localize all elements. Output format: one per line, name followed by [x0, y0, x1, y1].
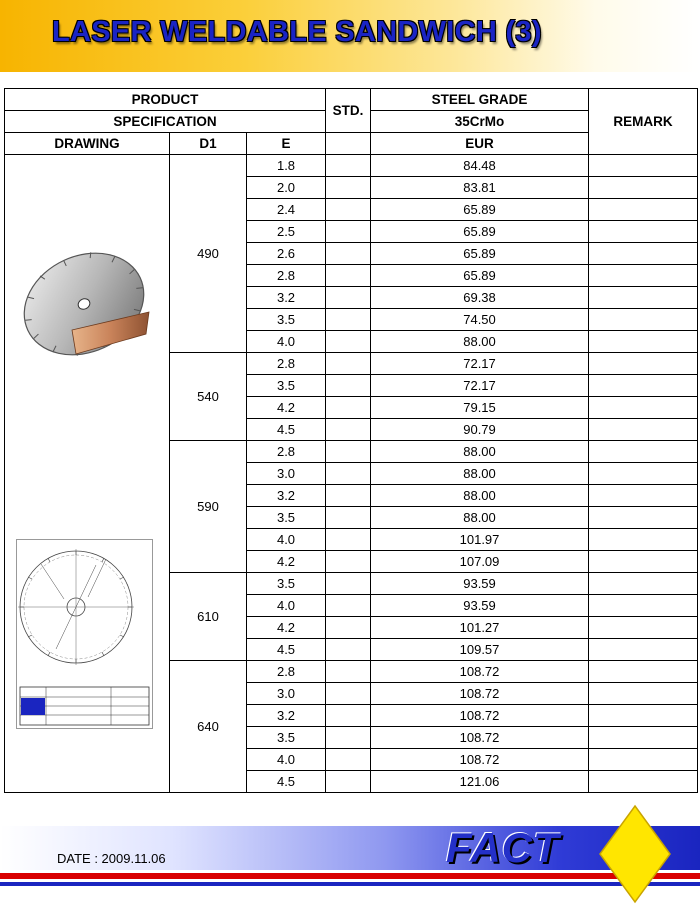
e-cell: 2.8 [247, 441, 326, 463]
std-cell [326, 375, 371, 397]
price-cell: 108.72 [371, 683, 589, 705]
remark-cell [589, 551, 698, 573]
header-remark: REMARK [589, 89, 698, 155]
e-cell: 3.5 [247, 375, 326, 397]
remark-cell [589, 683, 698, 705]
std-cell [326, 595, 371, 617]
std-cell [326, 419, 371, 441]
header-d1: D1 [170, 133, 247, 155]
e-cell: 4.5 [247, 639, 326, 661]
e-cell: 2.8 [247, 661, 326, 683]
std-cell [326, 573, 371, 595]
price-cell: 108.72 [371, 727, 589, 749]
price-cell: 88.00 [371, 485, 589, 507]
remark-cell [589, 243, 698, 265]
std-cell [326, 639, 371, 661]
std-cell [326, 551, 371, 573]
d1-cell: 640 [170, 661, 247, 793]
price-cell: 88.00 [371, 463, 589, 485]
std-cell [326, 661, 371, 683]
std-cell [326, 199, 371, 221]
price-cell: 79.15 [371, 397, 589, 419]
diamond-icon [598, 804, 672, 904]
remark-cell [589, 771, 698, 793]
e-cell: 1.8 [247, 155, 326, 177]
d1-cell: 590 [170, 441, 247, 573]
footer-blue-stripe [0, 882, 700, 886]
price-cell: 108.72 [371, 705, 589, 727]
header-row-1 [5, 89, 698, 111]
e-cell: 3.2 [247, 705, 326, 727]
std-cell [326, 265, 371, 287]
e-cell: 4.5 [247, 771, 326, 793]
remark-cell [589, 463, 698, 485]
price-table [4, 88, 698, 793]
header-std: STD. [326, 89, 371, 133]
std-cell [326, 287, 371, 309]
price-cell: 88.00 [371, 441, 589, 463]
std-cell [326, 155, 371, 177]
e-cell: 2.0 [247, 177, 326, 199]
footer-red-stripe [0, 873, 700, 879]
remark-cell [589, 265, 698, 287]
price-cell: 69.38 [371, 287, 589, 309]
price-cell: 101.27 [371, 617, 589, 639]
e-cell: 2.8 [247, 353, 326, 375]
e-cell: 4.2 [247, 397, 326, 419]
remark-cell [589, 199, 698, 221]
header-drawing: DRAWING [5, 133, 170, 155]
e-cell: 4.0 [247, 529, 326, 551]
remark-cell [589, 419, 698, 441]
remark-cell [589, 397, 698, 419]
remark-cell [589, 573, 698, 595]
header-steel-grade: STEEL GRADE [371, 89, 589, 111]
remark-cell [589, 595, 698, 617]
e-cell: 2.8 [247, 265, 326, 287]
e-cell: 4.0 [247, 749, 326, 771]
d1-cell: 540 [170, 353, 247, 441]
std-cell [326, 309, 371, 331]
table-row [5, 155, 698, 177]
e-cell: 2.4 [247, 199, 326, 221]
std-cell [326, 705, 371, 727]
std-cell [326, 331, 371, 353]
remark-cell [589, 661, 698, 683]
header-std-blank [326, 133, 371, 155]
remark-cell [589, 177, 698, 199]
remark-cell [589, 441, 698, 463]
e-cell: 3.0 [247, 683, 326, 705]
e-cell: 3.2 [247, 485, 326, 507]
price-cell: 88.00 [371, 331, 589, 353]
std-cell [326, 771, 371, 793]
header-grade: 35CrMo [371, 111, 589, 133]
price-cell: 121.06 [371, 771, 589, 793]
std-cell [326, 507, 371, 529]
page-title: LASER WELDABLE SANDWICH (3) [52, 16, 542, 48]
price-cell: 93.59 [371, 595, 589, 617]
remark-cell [589, 639, 698, 661]
std-cell [326, 353, 371, 375]
price-cell: 65.89 [371, 221, 589, 243]
std-cell [326, 441, 371, 463]
price-cell: 65.89 [371, 199, 589, 221]
remark-cell [589, 529, 698, 551]
d1-cell: 490 [170, 155, 247, 353]
price-cell: 93.59 [371, 573, 589, 595]
price-cell: 83.81 [371, 177, 589, 199]
price-cell: 72.17 [371, 375, 589, 397]
price-cell: 74.50 [371, 309, 589, 331]
price-cell: 109.57 [371, 639, 589, 661]
e-cell: 3.2 [247, 287, 326, 309]
remark-cell [589, 727, 698, 749]
e-cell: 3.5 [247, 727, 326, 749]
std-cell [326, 727, 371, 749]
price-cell: 108.72 [371, 749, 589, 771]
e-cell: 3.0 [247, 463, 326, 485]
e-cell: 3.5 [247, 309, 326, 331]
remark-cell [589, 485, 698, 507]
std-cell [326, 529, 371, 551]
remark-cell [589, 375, 698, 397]
remark-cell [589, 309, 698, 331]
remark-cell [589, 331, 698, 353]
e-cell: 4.5 [247, 419, 326, 441]
e-cell: 4.0 [247, 595, 326, 617]
std-cell [326, 243, 371, 265]
e-cell: 3.5 [247, 573, 326, 595]
remark-cell [589, 617, 698, 639]
std-cell [326, 397, 371, 419]
price-cell: 101.97 [371, 529, 589, 551]
remark-cell [589, 155, 698, 177]
price-cell: 65.89 [371, 265, 589, 287]
price-cell: 84.48 [371, 155, 589, 177]
date-label: DATE : 2009.11.06 [57, 851, 166, 866]
remark-cell [589, 749, 698, 771]
std-cell [326, 617, 371, 639]
std-cell [326, 221, 371, 243]
header-currency: EUR [371, 133, 589, 155]
header-e: E [247, 133, 326, 155]
price-cell: 108.72 [371, 661, 589, 683]
remark-cell [589, 287, 698, 309]
std-cell [326, 463, 371, 485]
std-cell [326, 683, 371, 705]
footer [0, 800, 700, 903]
price-cell: 90.79 [371, 419, 589, 441]
e-cell: 4.2 [247, 551, 326, 573]
drawing-cell [5, 155, 170, 793]
e-cell: 2.6 [247, 243, 326, 265]
remark-cell [589, 221, 698, 243]
e-cell: 2.5 [247, 221, 326, 243]
e-cell: 4.0 [247, 331, 326, 353]
std-cell [326, 749, 371, 771]
title-banner [0, 0, 700, 72]
price-cell: 72.17 [371, 353, 589, 375]
price-cell: 107.09 [371, 551, 589, 573]
remark-cell [589, 705, 698, 727]
std-cell [326, 177, 371, 199]
remark-cell [589, 507, 698, 529]
remark-cell [589, 353, 698, 375]
header-specification: SPECIFICATION [5, 111, 326, 133]
d1-cell: 610 [170, 573, 247, 661]
header-product: PRODUCT [5, 89, 326, 111]
std-cell [326, 485, 371, 507]
price-cell: 65.89 [371, 243, 589, 265]
e-cell: 4.2 [247, 617, 326, 639]
e-cell: 3.5 [247, 507, 326, 529]
price-cell: 88.00 [371, 507, 589, 529]
fact-logo: FACT [446, 824, 560, 871]
